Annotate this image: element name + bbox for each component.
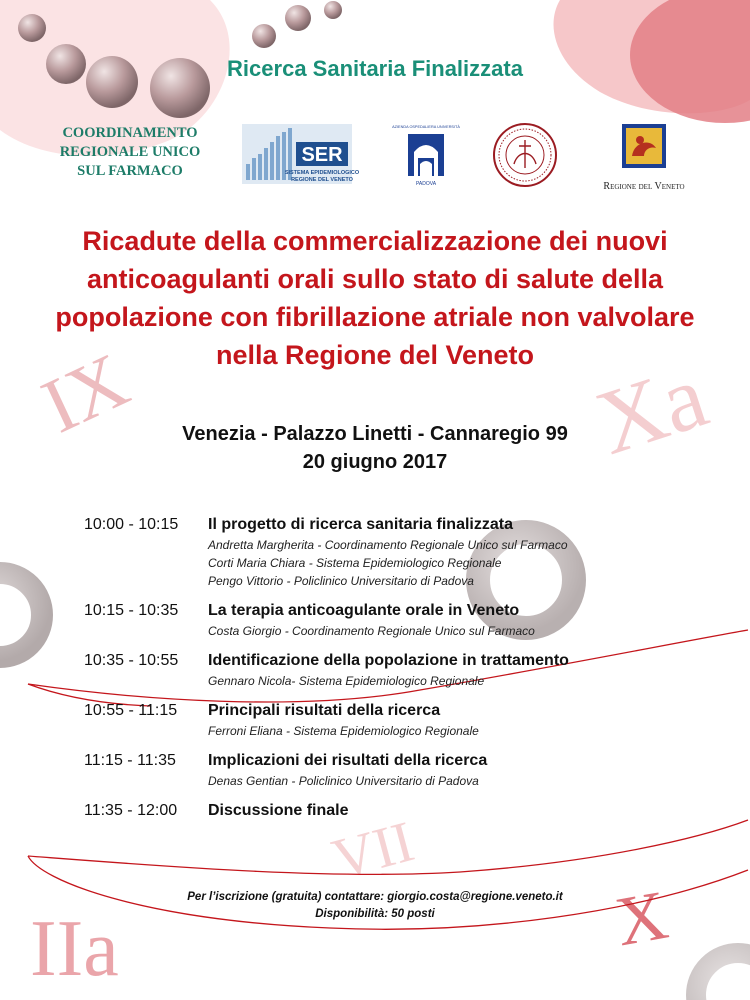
registration-info (0, 889, 750, 923)
roman-watermark: VII (325, 808, 421, 892)
roman-watermark: IX (29, 335, 141, 450)
agenda-time: 10:35 - 10:55 (84, 652, 179, 669)
agenda-time: 10:15 - 10:35 (84, 602, 179, 619)
roman-watermark: X (610, 876, 674, 962)
venue-block (0, 420, 750, 476)
agenda-row (84, 514, 724, 590)
venue-date: 20 giugno 2017 (302, 451, 448, 473)
agenda-speaker: Andretta Margherita - Coordinamento Regionale Unico sul Farmaco (208, 538, 568, 552)
agenda-title: Identificazione della popolazione in trattamento (208, 652, 569, 669)
agenda-row (84, 600, 724, 640)
sphere (285, 5, 311, 31)
agenda-speaker: Denas Gentian - Policlinico Universitario di Padova (208, 774, 479, 788)
coordinamento-line: COORDINAMENTO (62, 125, 198, 141)
event-title-line: Ricadute della commercializzazione dei nuovi (82, 226, 668, 256)
event-title (20, 222, 730, 374)
agenda-time: 11:35 - 12:00 (84, 802, 178, 819)
azienda-top-text: AZIENDA OSPEDALIERA UNIVERSITÀ (392, 125, 460, 129)
agenda-title: Principali risultati della ricerca (208, 702, 441, 719)
agenda-time: 11:15 - 11:35 (84, 752, 176, 769)
agenda-title: La terapia anticoagulante orale in Veneto (208, 602, 520, 619)
coordinamento-label (40, 124, 220, 181)
ser-logo (242, 124, 360, 184)
agenda-row (84, 700, 724, 740)
sphere (18, 14, 46, 42)
coordinamento-line: SUL FARMACO (77, 163, 183, 179)
ser-text: SER (301, 144, 343, 166)
ser-sub: REGIONE DEL VENETO (291, 177, 353, 183)
university-seal-logo (492, 122, 558, 188)
registration-contact: Per l’iscrizione (gratuita) contattare: giorgio.costa@regione.veneto.it (187, 891, 563, 903)
availability: Disponibilità: 50 posti (315, 908, 435, 920)
agenda-speaker: Pengo Vittorio - Policlinico Universitario di Padova (208, 574, 474, 588)
agenda-speaker: Gennaro Nicola- Sistema Epidemiologico Regionale (208, 674, 485, 688)
azienda-bottom-text: PADOVA (415, 181, 437, 187)
regione-label: Regione del Veneto (603, 181, 685, 192)
agenda-speaker: Costa Giorgio - Coordinamento Regionale Unico sul Farmaco (208, 624, 535, 638)
header-title: Ricerca Sanitaria Finalizzata (227, 56, 523, 81)
agenda-title: Implicazioni dei risultati della ricerca (208, 752, 488, 769)
ring (0, 573, 42, 657)
event-title-line: anticoagulanti orali sullo stato di salute della (86, 264, 664, 294)
agenda-time: 10:00 - 10:15 (84, 516, 179, 533)
coordinamento-line: REGIONALE UNICO (59, 144, 201, 160)
venue-place: Venezia - Palazzo Linetti - Cannaregio 99 (182, 423, 568, 445)
agenda-speaker: Ferroni Eliana - Sistema Epidemiologico Regionale (208, 724, 479, 738)
regione-veneto-logo (598, 122, 690, 192)
ser-sub: SISTEMA EPIDEMIOLOGICO (284, 170, 360, 176)
event-title-line: popolazione con fibrillazione atriale non valvolare (55, 302, 695, 332)
agenda (84, 514, 724, 832)
event-title-line: nella Regione del Veneto (215, 340, 535, 370)
sphere (252, 24, 276, 48)
agenda-row (84, 800, 724, 822)
agenda-time: 10:55 - 11:15 (84, 702, 178, 719)
roman-watermark: Xa (584, 343, 719, 475)
agenda-row (84, 650, 724, 690)
roman-watermark: IIa (30, 905, 119, 993)
azienda-ospedaliera-logo (392, 122, 460, 188)
sphere (324, 1, 342, 19)
ring (696, 953, 750, 1000)
agenda-title: Il progetto di ricerca sanitaria finalizzata (208, 516, 513, 533)
agenda-title: Discussione finale (208, 802, 349, 819)
agenda-row (84, 750, 724, 790)
agenda-speaker: Corti Maria Chiara - Sistema Epidemiologico Regionale (208, 556, 502, 570)
